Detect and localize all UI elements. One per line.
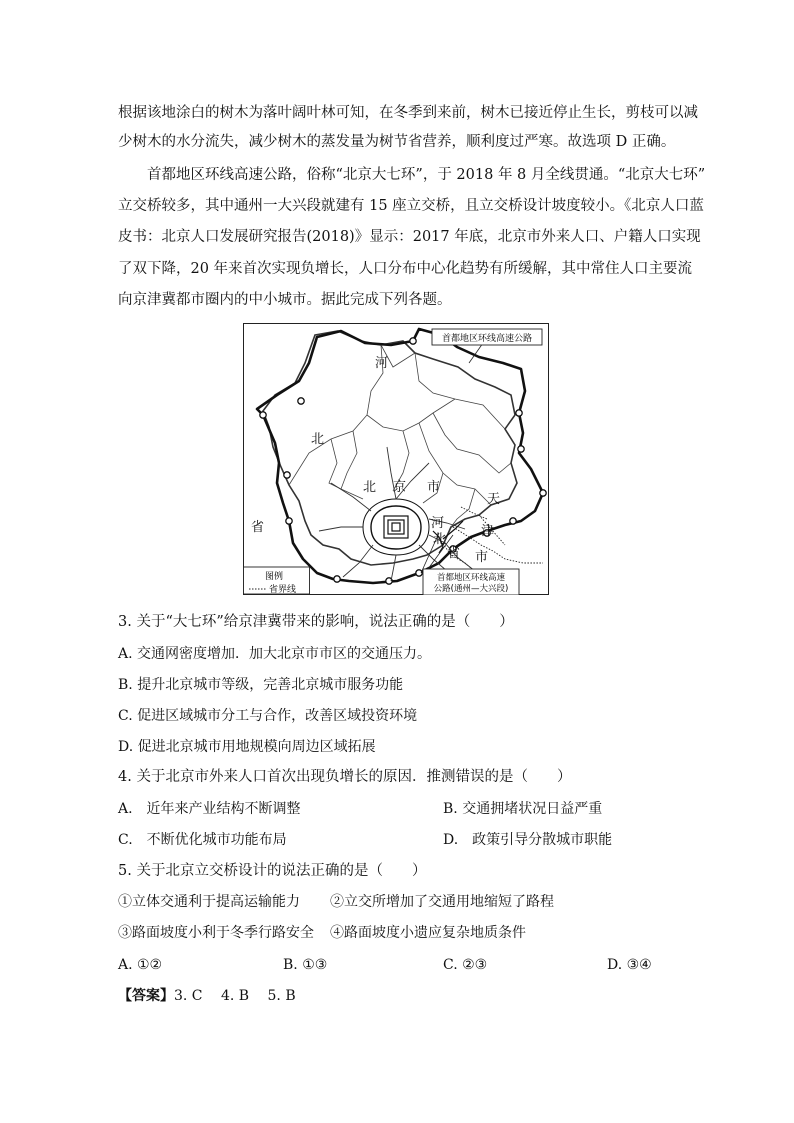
place-label-beijing-3: 市 xyxy=(427,480,441,495)
place-label-sheng: 省 xyxy=(251,520,265,535)
place-label-beijing-1: 北 xyxy=(363,480,377,495)
question-5-statement-1: ①立体交通利于提高运输能力 xyxy=(118,894,300,910)
question-3-stem: 3. 关于“大七环”给京津冀带来的影响，说法正确的是（ ） xyxy=(118,614,514,630)
question-3-option-d[interactable]: D. 促进北京城市用地规模向周边区域拓展 xyxy=(118,739,376,755)
segment-label-line1: 首都地区环线高速 xyxy=(436,573,506,583)
question-5-statement-4: ④路面坡度小遗应复杂地质条件 xyxy=(330,925,526,941)
paragraph-line: 向京津冀都市圈内的中小城市。据此完成下列各题。 xyxy=(118,292,452,308)
answer-label: 【答案】 xyxy=(118,988,174,1004)
place-label-hebei-3: 省 xyxy=(447,546,461,561)
capital-ring-expressway-map xyxy=(243,323,549,595)
question-5-option-d[interactable]: D. ③④ xyxy=(607,957,652,973)
question-5-option-c[interactable]: C. ②③ xyxy=(443,957,488,973)
legend-item: 省界线 xyxy=(269,585,297,595)
paragraph-line: 少树木的水分流失，减少树木的蒸发量为树节省营养，顺利度过严寒。故选项 D 正确。 xyxy=(118,134,676,150)
place-label-beijing-2: 京 xyxy=(393,480,407,495)
question-3-option-c[interactable]: C. 促进区域城市分工与合作，改善区域投资环境 xyxy=(118,708,418,724)
place-label-hebei-1: 河 xyxy=(431,516,445,531)
place-label-shi: 市 xyxy=(475,550,489,565)
answer-line xyxy=(118,986,296,1006)
question-5-statement-2: ②立交所增加了交通用地缩短了路程 xyxy=(330,894,554,910)
question-3-option-b[interactable]: B. 提升北京城市等级，完善北京城市服务功能 xyxy=(118,677,404,693)
place-label-bei: 北 xyxy=(311,432,325,447)
place-label-jin: 津 xyxy=(481,524,495,539)
question-5-option-b[interactable]: B. ①③ xyxy=(283,957,328,973)
place-label-he: 河 xyxy=(375,356,389,371)
paragraph-line: 首都地区环线高速公路，俗称“北京大七环”，于 2018 年 8 月全线贯通。“北京大七环” xyxy=(147,167,706,183)
question-4-option-d[interactable]: D. 政策引导分散城市职能 xyxy=(443,832,613,848)
segment-label-line2: 公路(通州—大兴段) xyxy=(433,584,509,594)
paragraph-line: 立交桥较多，其中通州一大兴段就建有 15 座立交桥，且立交桥设计坡度较小。《北京人口蓝 xyxy=(118,198,704,214)
paragraph-line: 了双下降，20 年来首次实现负增长，人口分布中心化趋势有所缓解，其中常住人口主要流 xyxy=(118,261,693,277)
question-4-option-b[interactable]: B. 交通拥堵状况日益严重 xyxy=(443,801,603,817)
question-5-stem: 5. 关于北京立交桥设计的说法正确的是（ ） xyxy=(118,863,427,879)
question-4-option-c[interactable]: C. 不断优化城市功能布局 xyxy=(118,832,287,848)
place-label-hebei-2: 北 xyxy=(433,532,447,547)
question-3-option-a[interactable]: A. 交通网密度增加．加大北京市市区的交通压力。 xyxy=(118,646,432,662)
paragraph-line: 根据该地涂白的树木为落叶阔叶林可知，在冬季到来前，树木已接近停止生长，剪枝可以减 xyxy=(118,105,698,121)
question-4-stem: 4. 关于北京市外来人口首次出现负增长的原因．推测错误的是（ ） xyxy=(118,769,572,785)
answer-text: 3. C 4. B 5. B xyxy=(174,988,296,1004)
map-title-label: 首都地区环线高速公路 xyxy=(441,334,533,344)
question-5-statement-3: ③路面坡度小利于冬季行路安全 xyxy=(118,925,314,941)
place-label-tian: 天 xyxy=(487,492,501,507)
question-4-option-a[interactable]: A. 近年来产业结构不断调整 xyxy=(118,801,301,817)
legend-title: 图例 xyxy=(265,572,284,582)
question-5-option-a[interactable]: A. ①② xyxy=(118,957,163,973)
paragraph-line: 皮书：北京人口发展研究报告(2018)》显示：2017 年底，北京市外来人口、户籍人口实现 xyxy=(118,229,701,245)
